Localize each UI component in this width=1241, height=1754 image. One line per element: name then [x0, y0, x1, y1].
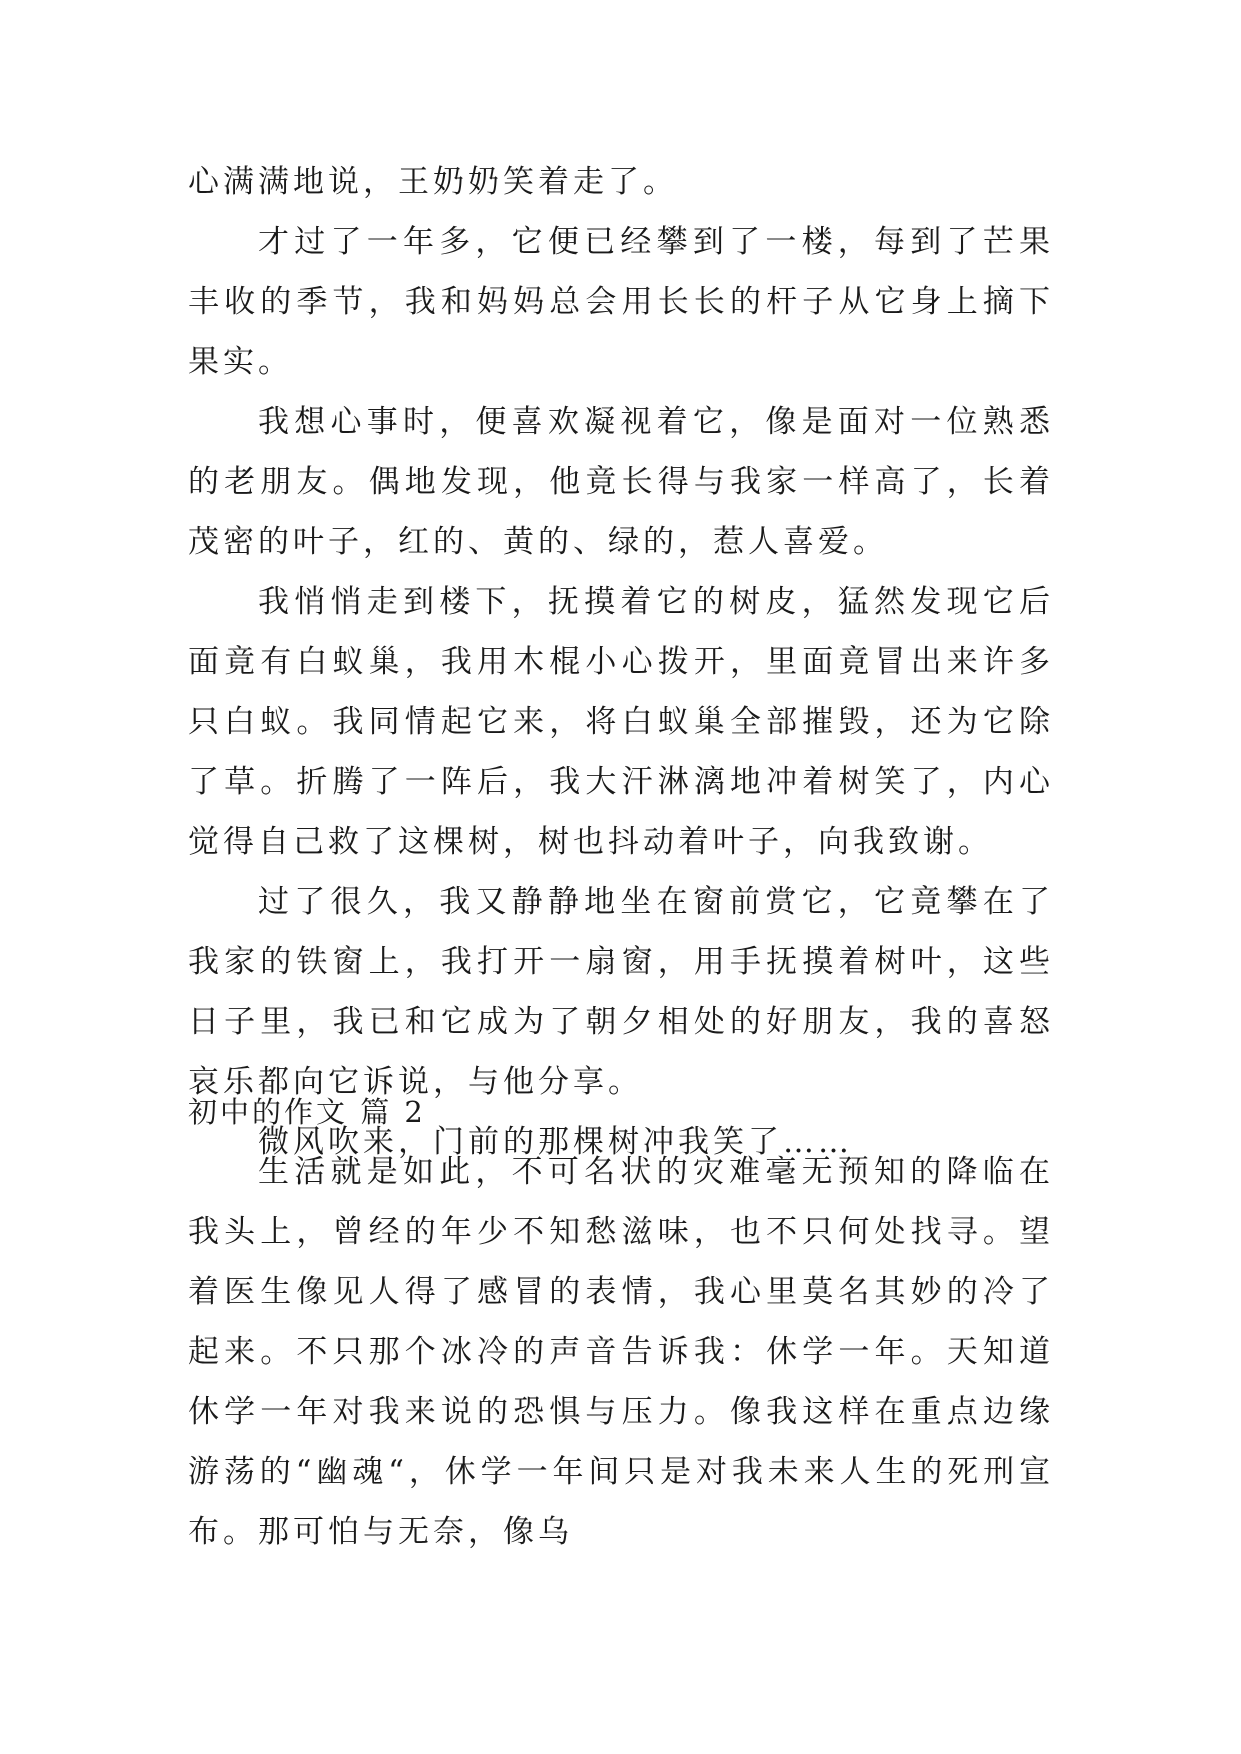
paragraph: 我悄悄走到楼下，抚摸着它的树皮，猛然发现它后面竟有白蚁巢，我用木棍小心拨开，里面竟冒出来许多只白蚁。我同情起它来，将白蚁巢全部摧毁，还为它除了草。折腾了一阵后，我大汗淋漓地冲着树笑了，内心觉得自己救了这棵树，树也抖动着叶子，向我致谢。 [188, 584, 1054, 860]
paragraph: 心满满地说，王奶奶笑着走了。 [188, 164, 678, 200]
essay-title: 初中的作文 篇 2 [188, 1095, 426, 1129]
paragraph: 才过了一年多，它便已经攀到了一楼，每到了芒果丰收的季节，我和妈妈总会用长长的杆子从它身上摘下果实。 [188, 224, 1054, 380]
paragraph: 微风吹来，门前的那棵树冲我笑了…… [258, 1124, 853, 1160]
paragraph: 过了很久，我又静静地坐在窗前赏它，它竟攀在了我家的铁窗上，我打开一扇窗，用手抚摸着树叶，这些日子里，我已和它成为了朝夕相处的好朋友，我的喜怒哀乐都向它诉说，与他分享。 [188, 884, 1054, 1100]
paragraph: 生活就是如此，不可名状的灾难毫无预知的降临在我头上，曾经的年少不知愁滋味，也不只何处找寻。望着医生像见人得了感冒的表情，我心里莫名其妙的冷了起来。不只那个冰冷的声音告诉我：休学一年。天知道休学一年对我来说的恐惧与压力。像我这样在重点边缘游荡的“幽魂“，休学一年间只是对我未来人生的死刑宣布。那可怕与无奈，像乌 [188, 1154, 1054, 1550]
paragraph: 我想心事时，便喜欢凝视着它，像是面对一位熟悉的老朋友。偶地发现，他竟长得与我家一样高了，长着茂密的叶子，红的、黄的、绿的，惹人喜爱。 [188, 404, 1054, 560]
essay-body-section-2 [188, 1142, 1054, 1562]
essay-body-section-1 [188, 152, 1054, 1172]
